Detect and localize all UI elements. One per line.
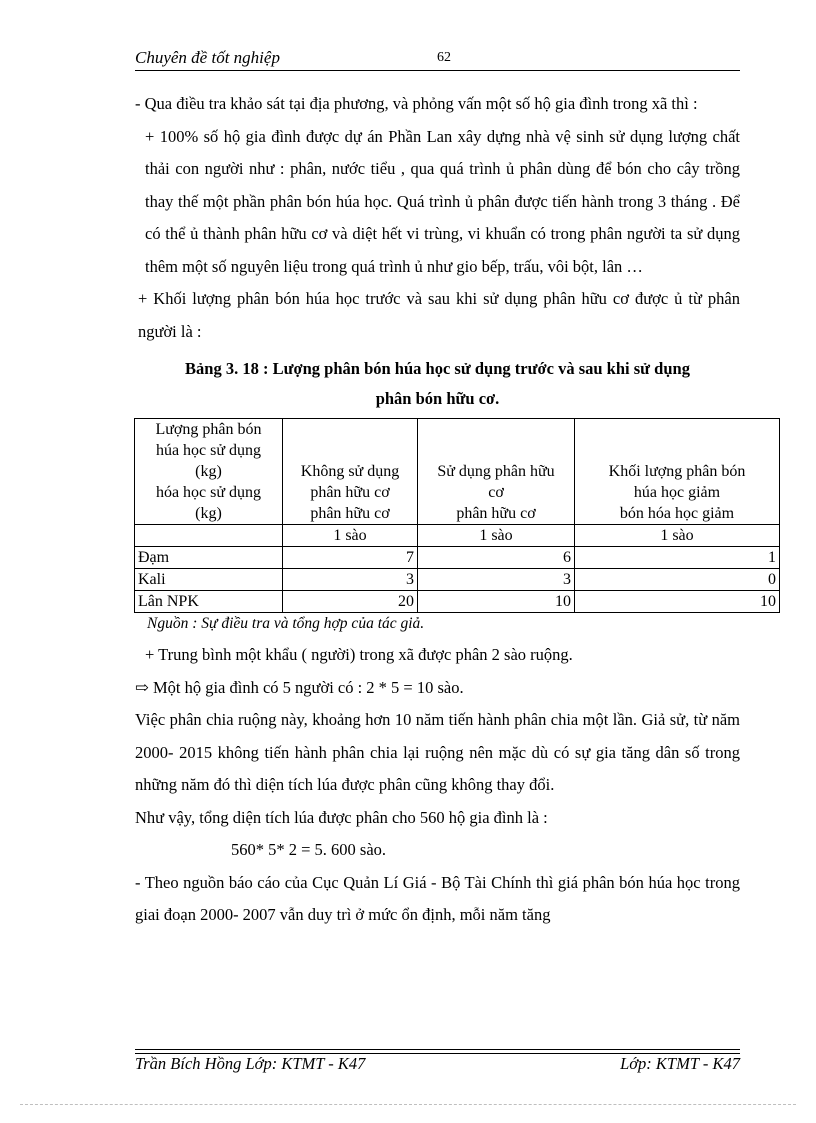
table-cell: 6 bbox=[418, 547, 575, 569]
header-rule bbox=[135, 70, 740, 71]
table-row bbox=[135, 547, 780, 569]
paragraph-land-allocation: Việc phân chia ruộng này, khoảng hơn 10 năm tiến hành phân chia một lần. Giả sử, từ năm 2000- 2015 không tiến hành phân chia lại ruộng nên mặc dù có sự gia tăng dân số trong những năm đó thì diện tích lúa được phân cũng không thay đổi. bbox=[135, 710, 740, 794]
table-cell: 0 bbox=[575, 569, 780, 591]
table-caption-line2: phân bón hữu cơ. bbox=[375, 389, 500, 408]
table-header-row bbox=[135, 419, 780, 525]
table-source-note: Nguồn : Sự điều tra và tổng hợp của tác giả. bbox=[147, 615, 425, 632]
table-caption bbox=[135, 354, 740, 414]
header-cell-without-organic: Không sử dụng phân hữu cơ phân hữu cơ bbox=[283, 419, 418, 525]
page-number: 62 bbox=[437, 50, 451, 65]
table-unit-row bbox=[135, 525, 780, 547]
table-cell: 3 bbox=[418, 569, 575, 591]
paragraph-total-area: Như vậy, tổng diện tích lúa được phân cho 560 hộ gia đình là : bbox=[135, 807, 548, 827]
header-cell-reduction: Khối lượng phân bón húa học giảm bón hóa học giảm bbox=[575, 419, 780, 525]
unit-cell: 1 sào bbox=[283, 525, 418, 547]
table-cell: 3 bbox=[283, 569, 418, 591]
table-row bbox=[135, 569, 780, 591]
unit-cell: 1 sào bbox=[575, 525, 780, 547]
paragraph-household-calc: ⇨ Một hộ gia đình có 5 người có : 2 * 5 = 10 sào. bbox=[135, 677, 464, 697]
paragraph-survey: - Qua điều tra khảo sát tại địa phương, và phỏng vấn một số hộ gia đình trong xã thì : bbox=[135, 94, 698, 113]
header-cell-quantity: Lượng phân bón húa học sử dụng (kg) hóa học sử dụng (kg) bbox=[135, 419, 283, 525]
fertilizer-table bbox=[134, 418, 780, 613]
unit-cell bbox=[135, 525, 283, 547]
table-cell: 1 bbox=[575, 547, 780, 569]
footer-class: Lớp: KTMT - K47 bbox=[620, 1054, 740, 1073]
row-label: Lân NPK bbox=[135, 591, 283, 613]
table-row bbox=[135, 591, 780, 613]
paragraph-fertilizer-volume: + Khối lượng phân bón húa học trước và sau khi sử dụng phân hữu cơ được ủ từ phân người là : bbox=[138, 289, 740, 341]
paragraph-land-per-person: + Trung bình một khẩu ( người) trong xã được phân 2 sào ruộng. bbox=[145, 645, 573, 664]
paragraph-latrine-project: + 100% số hộ gia đình được dự án Phần Lan xây dựng nhà vệ sinh sử dụng lượng chất thải con người như : phân, nước tiểu , qua quá trình ủ phân dùng để bón cho cây trồng thay thế một phần phân bón húa học. Quá trình ủ phân được tiến hành trong 3 tháng . Để có thể ủ thành phân hữu cơ và diệt hết vi trùng, vi khuẩn có trong phân người ta sử dụng thêm một số nguyên liệu trong quá trình ủ như gio bếp, trấu, vôi bột, lân … bbox=[145, 126, 740, 276]
document-body bbox=[135, 88, 776, 932]
row-label: Kali bbox=[135, 569, 283, 591]
table-cell: 20 bbox=[283, 591, 418, 613]
row-label: Đạm bbox=[135, 547, 283, 569]
unit-cell: 1 sào bbox=[418, 525, 575, 547]
footer-author: Trần Bích Hồng Lớp: KTMT - K47 bbox=[135, 1054, 366, 1073]
table-caption-line1: Bảng 3. 18 : Lượng phân bón húa học sử dụng trước và sau khi sử dụng bbox=[185, 359, 690, 378]
header-title: Chuyên đề tốt nghiệp bbox=[135, 48, 280, 67]
paragraph-price-report: - Theo nguồn báo cáo của Cục Quản Lí Giá - Bộ Tài Chính thì giá phân bón húa học trong giai đoạn 2000- 2007 vẫn duy trì ở mức ổn định, mỗi năm tăng bbox=[135, 872, 740, 924]
table-cell: 7 bbox=[283, 547, 418, 569]
paragraph-area-formula: 560* 5* 2 = 5. 600 sào. bbox=[231, 840, 387, 859]
table-cell: 10 bbox=[418, 591, 575, 613]
table-cell: 10 bbox=[575, 591, 780, 613]
page-break-line bbox=[20, 1104, 796, 1105]
header-cell-with-organic: Sử dụng phân hữu cơ phân hữu cơ bbox=[418, 419, 575, 525]
